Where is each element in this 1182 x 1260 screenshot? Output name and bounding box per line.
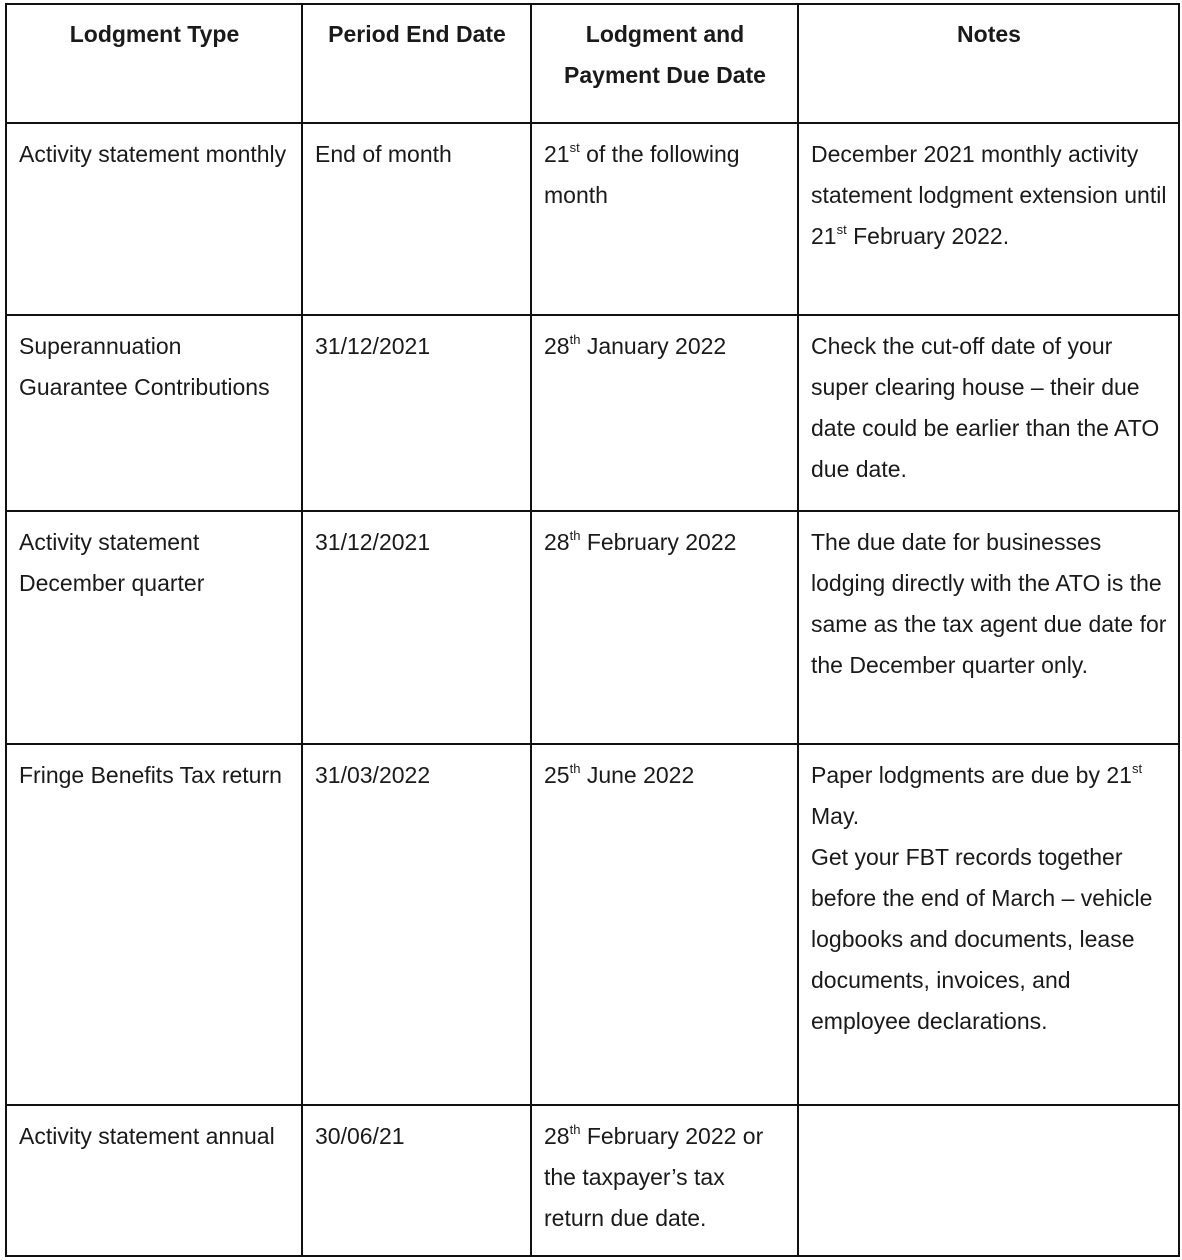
cell-text: February 2022.: [846, 223, 1010, 249]
cell-paragraph: [315, 326, 519, 367]
table-row: [6, 315, 1179, 511]
cell-paragraph: [544, 134, 786, 216]
lodgment-type-cell: [6, 1105, 302, 1256]
notes-cell: [798, 1105, 1179, 1256]
period-end-date-cell: [302, 315, 531, 511]
table-row: [6, 511, 1179, 744]
ordinal-suffix: st: [836, 222, 847, 238]
cell-paragraph: [19, 755, 290, 796]
period-end-date-cell: [302, 1105, 531, 1256]
cell-text: Paper lodgments are due by 21: [811, 762, 1132, 788]
header-notes: Notes: [798, 4, 1179, 123]
ordinal-suffix: th: [569, 761, 581, 777]
period-end-date-cell: [302, 123, 531, 315]
due-date-cell: [531, 123, 798, 315]
cell-text: 31/12/2021: [315, 529, 431, 555]
notes-cell: [798, 511, 1179, 744]
cell-text: Activity statement annual: [19, 1123, 275, 1149]
period-end-date-cell: [302, 511, 531, 744]
cell-text: Activity statement December quarter: [19, 529, 205, 596]
table-row: [6, 123, 1179, 315]
table-row: [6, 744, 1179, 1105]
cell-text: Superannuation Guarantee Contributions: [19, 333, 270, 400]
cell-text: 31/12/2021: [315, 333, 431, 359]
period-end-date-cell: [302, 744, 531, 1105]
due-date-cell: [531, 315, 798, 511]
header-period-end-date: Period End Date: [302, 4, 531, 123]
cell-paragraph: [315, 755, 519, 796]
ordinal-suffix: st: [1131, 761, 1143, 777]
ordinal-suffix: th: [569, 332, 581, 348]
cell-text: 30/06/21: [315, 1123, 405, 1149]
ordinal-suffix: st: [569, 140, 580, 156]
cell-text: Get your FBT records together before the end of March – vehicle logbooks and documents, lease documents, invoices, and employee declarations.: [811, 844, 1153, 1034]
cell-text: 28: [544, 1123, 570, 1149]
cell-text: of the following month: [544, 141, 740, 208]
ordinal-suffix: th: [569, 1122, 581, 1138]
cell-paragraph: [19, 134, 290, 175]
lodgment-type-cell: [6, 744, 302, 1105]
cell-text: June 2022: [580, 762, 695, 788]
cell-text: February 2022 or the taxpayer’s tax return due date.: [544, 1123, 764, 1231]
cell-paragraph: [19, 522, 290, 604]
cell-paragraph: [811, 755, 1167, 837]
lodgment-type-cell: [6, 315, 302, 511]
cell-paragraph: [811, 134, 1167, 257]
cell-text: 25: [544, 762, 570, 788]
cell-paragraph: [544, 522, 786, 563]
due-date-cell: [531, 744, 798, 1105]
cell-text: January 2022: [580, 333, 727, 359]
notes-cell: [798, 315, 1179, 511]
due-date-cell: [531, 511, 798, 744]
notes-cell: [798, 123, 1179, 315]
cell-paragraph: [544, 326, 786, 367]
cell-text: End of month: [315, 141, 452, 167]
cell-text: The due date for businesses lodging directly with the ATO is the same as the tax agent due date for the December quarter only.: [811, 529, 1167, 678]
cell-text: 28: [544, 333, 570, 359]
ordinal-suffix: th: [569, 528, 581, 544]
cell-paragraph: [315, 1116, 519, 1157]
cell-paragraph: [19, 326, 290, 408]
lodgment-type-cell: [6, 123, 302, 315]
cell-paragraph: [19, 1116, 290, 1157]
cell-text: December 2021 monthly activity statement lodgment extension until 21: [811, 141, 1167, 249]
header-lodgment-type: Lodgment Type: [6, 4, 302, 123]
cell-text: 31/03/2022: [315, 762, 431, 788]
due-date-cell: [531, 1105, 798, 1256]
cell-paragraph: [315, 134, 519, 175]
table-row: [6, 1105, 1179, 1256]
notes-cell: [798, 744, 1179, 1105]
cell-paragraph: [544, 1116, 786, 1239]
cell-text: May.: [811, 803, 860, 829]
cell-paragraph: [811, 837, 1167, 1042]
cell-text: Check the cut-off date of your super clearing house – their due date could be earlier than the ATO due date.: [811, 333, 1160, 482]
lodgment-dates-table: [5, 3, 1180, 1257]
cell-text: February 2022: [580, 529, 737, 555]
cell-paragraph: [544, 755, 786, 796]
header-due-date: Lodgment and Payment Due Date: [531, 4, 798, 123]
cell-text: Activity statement monthly: [19, 141, 287, 167]
cell-text: 28: [544, 529, 570, 555]
cell-text: Fringe Benefits Tax return: [19, 762, 282, 788]
cell-paragraph: [811, 326, 1167, 490]
header-row: [6, 4, 1179, 123]
lodgment-type-cell: [6, 511, 302, 744]
cell-text: 21: [544, 141, 570, 167]
cell-paragraph: [811, 522, 1167, 686]
cell-paragraph: [315, 522, 519, 563]
